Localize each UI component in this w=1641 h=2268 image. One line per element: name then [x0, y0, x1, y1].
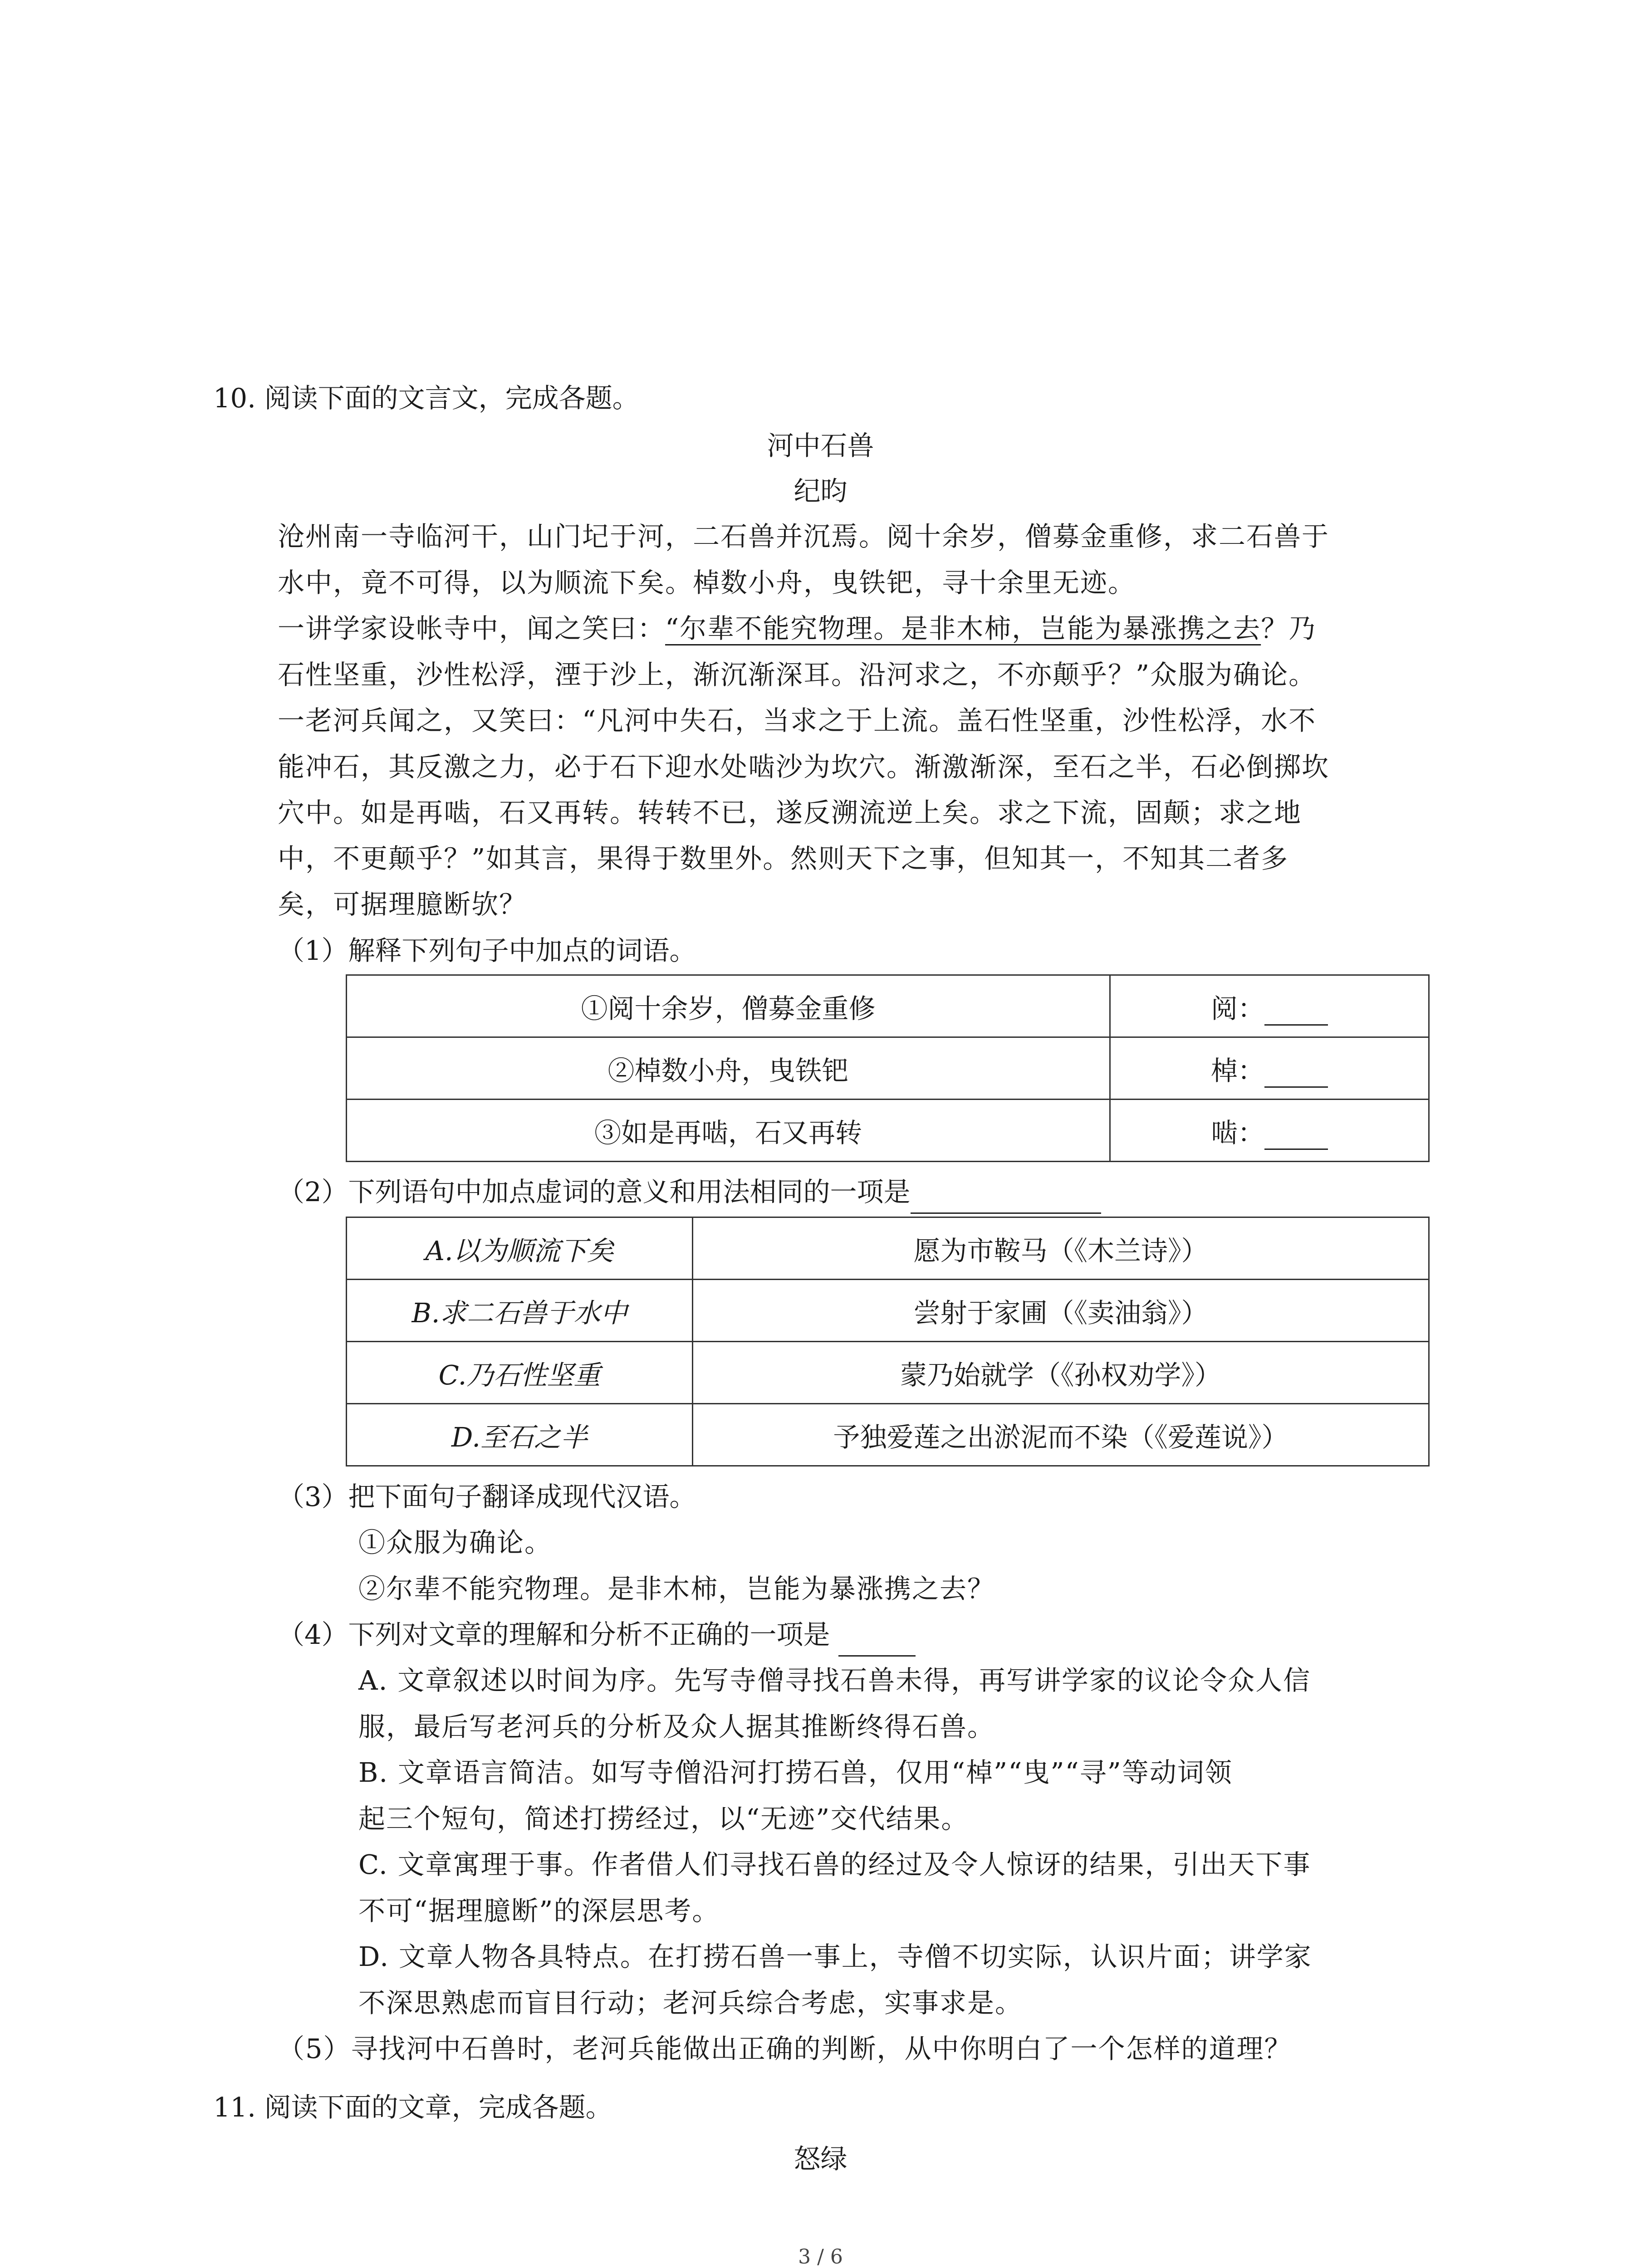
vocab-sentence: ①阅十余岁，僧募金重修: [347, 975, 1110, 1037]
answer-blank[interactable]: [911, 1185, 1101, 1214]
underlined-sentence: “尔辈不能究物理。是非木柿，岂能为暴涨携之去: [665, 613, 1261, 644]
sub4-prompt: （4）下列对文章的理解和分析不正确的一项是: [278, 1619, 830, 1650]
option-d-line: 不深思熟虑而盲目行动；老河兵综合考虑，实事求是。: [358, 1987, 1023, 2019]
vocab-answer-cell: [1110, 1100, 1429, 1162]
passage-line: 矣，可据理臆断欤？: [278, 889, 527, 920]
option-a-line: A. 文章叙述以时间为序。先写寺僧寻找石兽未得，再写讲学家的议论令众人信: [358, 1665, 1311, 1696]
passage-text: ？乃: [1261, 613, 1317, 644]
vocab-answer-cell: [1110, 1037, 1429, 1100]
q10-heading: 10. 阅读下面的文言文，完成各题。: [213, 382, 639, 414]
option-left: A.以为顺流下矣: [347, 1217, 693, 1280]
vocab-word: 棹：: [1210, 1055, 1264, 1086]
passage-line: 穴中。如是再啮，石又再转。转转不已，遂反溯流逆上矣。求之下流，固颠；求之地: [278, 797, 1302, 828]
table-row: [347, 1100, 1429, 1162]
passage-line: 中，不更颠乎？”如其言，果得于数里外。然则天下之事，但知其一，不知其二者多: [278, 843, 1289, 874]
passage-line: 石性坚重，沙性松浮，湮于沙上，渐沉渐深耳。沿河求之，不亦颠乎？”众服为确论。: [278, 659, 1317, 690]
answer-blank[interactable]: [1264, 1059, 1328, 1088]
answer-blank[interactable]: [838, 1628, 916, 1657]
table-row: [347, 1280, 1429, 1342]
table-row: [347, 975, 1429, 1037]
option-b-line: B. 文章语言简洁。如写寺僧沿河打捞石兽，仅用“棹”“曳”“寻”等动词领: [358, 1757, 1233, 1788]
sub5-prompt: （5）寻找河中石兽时，老河兵能做出正确的判断，从中你明白了一个怎样的道理？: [278, 2033, 1292, 2064]
option-b-line: 起三个短句，简述打捞经过，以“无迹”交代结果。: [358, 1803, 969, 1834]
option-c-line: 不可“据理臆断”的深层思考。: [358, 1895, 720, 1926]
vocab-table: [346, 974, 1430, 1162]
option-c-line: C. 文章寓理于事。作者借人们寻找石兽的经过及令人惊讶的结果，引出天下事: [358, 1849, 1311, 1880]
vocab-word: 啮：: [1210, 1117, 1264, 1149]
passage-line: 水中，竟不可得，以为顺流下矣。棹数小舟，曳铁钯，寻十余里无迹。: [278, 567, 1136, 598]
sub2-prompt-line: [278, 1170, 1101, 1214]
function-word-table: [346, 1217, 1430, 1466]
option-right: 尝射于家圃（《卖油翁》）: [693, 1280, 1429, 1342]
vocab-word: 阅：: [1210, 992, 1264, 1024]
sub2-prompt: （2）下列语句中加点虚词的意义和用法相同的一项是: [278, 1176, 911, 1207]
table-row: [347, 1404, 1429, 1466]
passage-line: 沧州南一寺临河干，山门圮于河，二石兽并沉焉。阅十余岁，僧募金重修，求二石兽于: [278, 521, 1330, 552]
q11-heading: 11. 阅读下面的文章，完成各题。: [213, 2092, 612, 2123]
passage-text: 一讲学家设帐寺中，闻之笑曰：: [278, 613, 666, 644]
option-d-line: D. 文章人物各具特点。在打捞石兽一事上，寺僧不切实际，认识片面；讲学家: [358, 1941, 1312, 1972]
table-row: [347, 1217, 1429, 1280]
passage-title: 河中石兽: [767, 430, 874, 461]
table-row: [347, 1037, 1429, 1100]
option-left: D.至石之半: [347, 1404, 693, 1466]
vocab-sentence: ③如是再啮，石又再转: [347, 1100, 1110, 1162]
option-right: 蒙乃始就学（《孙权劝学》）: [693, 1342, 1429, 1404]
translate-item: ①众服为确论。: [358, 1527, 553, 1558]
table-row: [347, 1342, 1429, 1404]
passage-line: 一老河兵闻之，又笑曰：“凡河中失石，当求之于上流。盖石性坚重，沙性松浮，水不: [278, 705, 1317, 736]
sub4-prompt-line: [278, 1613, 916, 1657]
sub1-prompt: （1）解释下列句子中加点的词语。: [278, 935, 696, 966]
vocab-answer-cell: [1110, 975, 1429, 1037]
option-a-line: 服，最后写老河兵的分析及众人据其推断终得石兽。: [358, 1711, 995, 1742]
option-left: B.求二石兽于水中: [347, 1280, 693, 1342]
vocab-sentence: ②棹数小舟，曳铁钯: [347, 1037, 1110, 1100]
passage-line: 能冲石，其反激之力，必于石下迎水处啮沙为坎穴。渐激渐深，至石之半，石必倒掷坎: [278, 751, 1330, 782]
passage-author: 纪昀: [794, 475, 847, 507]
page-number: 3 / 6: [798, 2245, 843, 2268]
translate-item: ②尔辈不能究物理。是非木柿，岂能为暴涨携之去？: [358, 1573, 995, 1604]
answer-blank[interactable]: [1264, 1121, 1328, 1150]
option-left: C.乃石性坚重: [347, 1342, 693, 1404]
answer-blank[interactable]: [1264, 997, 1328, 1026]
option-right: 予独爱莲之出淤泥而不染（《爱莲说》）: [693, 1404, 1429, 1466]
passage-line-underlined: [278, 607, 1316, 650]
option-right: 愿为市鞍马（《木兰诗》）: [693, 1217, 1429, 1280]
q11-title: 怒绿: [794, 2143, 847, 2175]
sub3-prompt: （3）把下面句子翻译成现代汉语。: [278, 1481, 696, 1512]
